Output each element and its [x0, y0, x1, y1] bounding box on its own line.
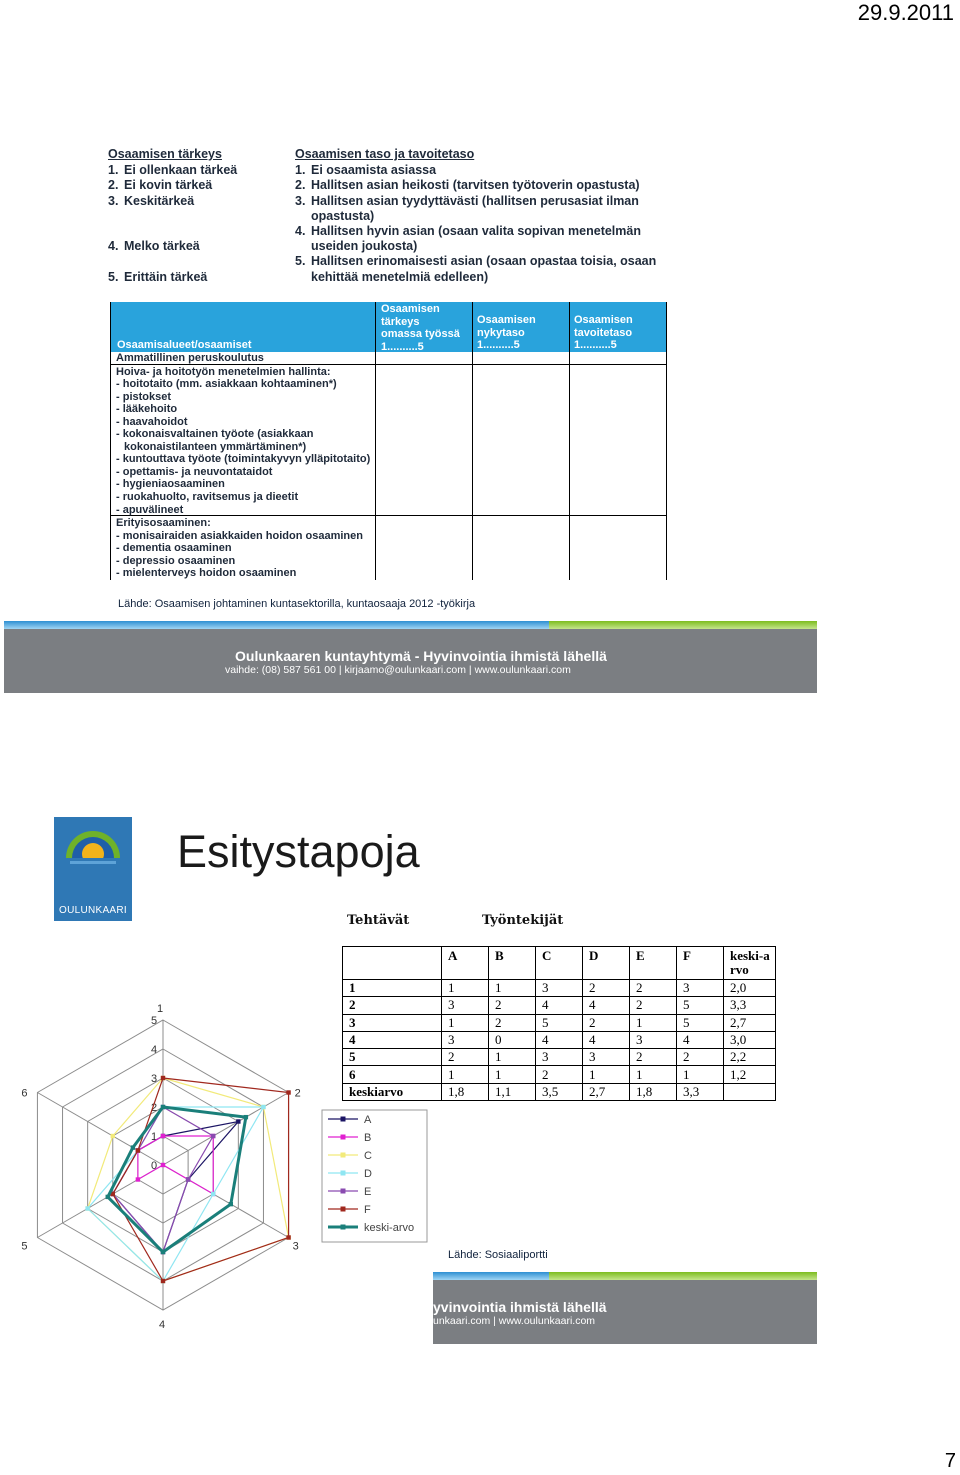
table-cell: 1,8 [630, 1083, 677, 1100]
row-label: keskiarvo [343, 1083, 442, 1100]
table-cell: 4 [536, 997, 583, 1014]
row-label: 2 [343, 997, 442, 1014]
radar-axis-label: 2 [294, 1087, 301, 1100]
table-corner-cell [343, 947, 442, 980]
legend-marker [341, 1207, 346, 1212]
importance-item: 2. Ei kovin tärkeä [108, 178, 213, 193]
radar-point [136, 1177, 140, 1181]
header-current-level: Osaamisen nykytaso 1..........5 [477, 314, 536, 351]
list-item: - kuntouttava työote (toimintakyvyn ylläpitotaito) [116, 453, 371, 466]
radar-axis [163, 1093, 289, 1166]
table-cell: 2 [489, 997, 536, 1014]
radar-scale-label: 3 [151, 1073, 158, 1085]
importance-scale [108, 147, 288, 285]
table-header-row [343, 947, 776, 980]
table-cell: 2,7 [724, 1014, 776, 1031]
radar-point [186, 1177, 190, 1181]
page-number: 7 [944, 1450, 956, 1472]
radar-point [161, 1105, 165, 1109]
table-cell: 1 [489, 980, 536, 997]
level-item: 1. Ei osaamista asiassa [295, 163, 437, 178]
table-cell: 5 [536, 1014, 583, 1031]
table-cell: 3,3 [677, 1083, 724, 1100]
row-label: 1 [343, 980, 442, 997]
radar-point [211, 1134, 215, 1138]
radar-scale-label: 2 [151, 1102, 158, 1114]
row-label: 6 [343, 1066, 442, 1083]
banner-stripe-blue [433, 1272, 549, 1280]
table-cell: 2 [630, 980, 677, 997]
legend-label: F [364, 1204, 371, 1216]
column-divider [569, 302, 570, 580]
list-item: - kokonaisvaltainen työote (asiakkaan [116, 428, 314, 441]
column-header: E [630, 947, 677, 980]
table-cell: 1,8 [442, 1083, 489, 1100]
radar-scale-label: 0 [151, 1160, 158, 1172]
label-employees: Työntekijät [482, 913, 564, 928]
table-cell: 3 [630, 1031, 677, 1048]
table-cell: 3,5 [536, 1083, 583, 1100]
radar-scale-label: 5 [151, 1015, 158, 1027]
list-item: - lääkehoito [116, 403, 178, 416]
level-item: 2. Hallitsen asian heikosti (tarvitsen työtoverin opastusta) [295, 178, 640, 193]
radar-series-line [138, 1136, 213, 1194]
column-header: B [489, 947, 536, 980]
list-item: - hoitotaito (mm. asiakkaan kohtaaminen*) [116, 378, 337, 391]
logo-mark-icon [54, 817, 132, 901]
radar-point [161, 1250, 165, 1254]
table-cell: 2,7 [583, 1083, 630, 1100]
table-cell: 3 [442, 997, 489, 1014]
table-cell: 1 [442, 1066, 489, 1083]
banner-contact: vaihde: (08) 587 561 00 | kirjaamo@oulunkaari.com | www.oulunkaari.com [225, 664, 571, 676]
banner-stripe-blue [4, 621, 549, 629]
radar-axis-label: 3 [292, 1240, 299, 1253]
radar-point [131, 1145, 135, 1149]
radar-legend [322, 1110, 427, 1242]
radar-point [161, 1076, 165, 1080]
group-title: Hoiva- ja hoitotyön menetelmien hallinta: [116, 365, 331, 378]
legend-label: D [364, 1168, 372, 1180]
banner-org-name: Oulunkaaren kuntayhtymä - Hyvinvointia ihmistä lähellä [235, 648, 607, 664]
importance-item: 3. Keskitärkeä [108, 193, 195, 208]
source-note: Lähde: Osaamisen johtaminen kuntasektorilla, kuntaosaaja 2012 -työkirja [118, 598, 476, 610]
table-cell: 1,2 [724, 1066, 776, 1083]
banner-contact: unkaari.com | www.oulunkaari.com [433, 1315, 596, 1327]
list-item: - haavahoidot [116, 415, 188, 428]
radar-axis-label: 5 [21, 1240, 28, 1253]
table-cell: 2 [630, 1049, 677, 1066]
table-cell: 1 [442, 1014, 489, 1031]
column-header: D [583, 947, 630, 980]
table-cell: 4 [677, 1031, 724, 1048]
importance-scale-title: Osaamisen tärkeys [108, 147, 222, 161]
label-tasks: Tehtävät [347, 913, 410, 928]
table-row [343, 980, 776, 997]
list-item: - dementia osaaminen [116, 542, 232, 555]
table-cell: 3 [536, 980, 583, 997]
importance-item: 1. Ei ollenkaan tärkeä [108, 163, 238, 178]
legend-marker [341, 1171, 346, 1176]
legend-label: A [364, 1114, 372, 1126]
table-cell: 3,3 [724, 997, 776, 1014]
column-header: F [677, 947, 724, 980]
table-cell: 3 [536, 1049, 583, 1066]
banner-stripe-green [549, 1272, 817, 1280]
level-item: 5. Hallitsen erinomaisesti asian (osaan opastaa toisia, osaan kehittää menetelmiä edelleen) [295, 254, 657, 284]
radar-point [261, 1105, 265, 1109]
row-label: 3 [343, 1014, 442, 1031]
radar-point [85, 1206, 89, 1210]
table-cell: 1 [489, 1066, 536, 1083]
table-cell: 1 [489, 1049, 536, 1066]
radar-point [286, 1090, 290, 1094]
table-cell [724, 1083, 776, 1100]
radar-point [236, 1119, 240, 1123]
radar-axis-label: 6 [21, 1087, 28, 1100]
table-cell: 4 [583, 997, 630, 1014]
table-cell: 3 [442, 1031, 489, 1048]
logo-text: OULUNKAARI [58, 905, 127, 916]
row-label: 4 [343, 1031, 442, 1048]
importance-item: 5. Erittäin tärkeä [108, 269, 208, 284]
legend-marker [341, 1225, 346, 1230]
banner-tagline: yvinvointia ihmistä lähellä [433, 1299, 607, 1315]
list-item: - ruokahuolto, ravitsemus ja dieetit [116, 491, 299, 504]
level-item: 3. Hallitsen asian tyydyttävästi (hallitsen perusasiat ilman opastusta) [295, 193, 639, 223]
table-cell: 1 [630, 1066, 677, 1083]
header-target-level: Osaamisen tavoitetaso 1..........5 [574, 314, 633, 351]
table-cell: 1 [442, 980, 489, 997]
competence-form-table [110, 302, 667, 580]
list-item: - depressio osaaminen [116, 554, 236, 567]
list-item: - mielenterveys hoidon osaaminen [116, 567, 297, 580]
header-competence-areas: Osaamisalueet/osaamiset [117, 339, 252, 351]
oulunkaari-logo [54, 817, 132, 921]
legend-marker [341, 1117, 346, 1122]
list-item: - pistokset [116, 390, 172, 403]
table-cell: 5 [677, 1014, 724, 1031]
footer-banner-2 [433, 1272, 817, 1344]
column-divider [472, 302, 473, 580]
table-cell: 1 [677, 1066, 724, 1083]
radar-point [161, 1163, 165, 1167]
table-cell: 2 [630, 997, 677, 1014]
level-scale-title: Osaamisen taso ja tavoitetaso [295, 147, 475, 161]
radar-chart [0, 1003, 440, 1345]
table-cell: 0 [489, 1031, 536, 1048]
list-item: kokonaistilanteen ymmärtäminen*) [124, 440, 307, 453]
table-cell: 2 [442, 1049, 489, 1066]
radar-point [161, 1279, 165, 1283]
level-item: 4. Hallitsen hyvin asian (osaan valita sopivan menetelmän useiden joukosta) [295, 224, 641, 254]
radar-point [136, 1148, 140, 1152]
table-cell: 2 [583, 980, 630, 997]
importance-item: 4. Melko tärkeä [108, 239, 200, 254]
radar-point [229, 1202, 233, 1206]
table-cell: 5 [677, 997, 724, 1014]
table-cell: 4 [536, 1031, 583, 1048]
radar-point [106, 1195, 110, 1199]
radar-point [286, 1235, 290, 1239]
table-cell: 1 [630, 1014, 677, 1031]
table-cell: 2 [677, 1049, 724, 1066]
table-cell: 3 [677, 980, 724, 997]
legend-label: C [364, 1150, 372, 1162]
legend-label: B [364, 1132, 372, 1144]
list-item: - monisairaiden asiakkaiden hoidon osaaminen [116, 529, 363, 542]
section-title: Ammatillinen peruskoulutus [116, 352, 264, 364]
list-item: - opettamis- ja neuvontataidot [116, 465, 273, 478]
legend-marker [341, 1135, 346, 1140]
radar-axis-label: 1 [157, 1003, 164, 1015]
table-cell: 2 [583, 1014, 630, 1031]
table-cell: 2,0 [724, 980, 776, 997]
source-note-2: Lähde: Sosiaaliportti [448, 1249, 548, 1261]
column-header: A [442, 947, 489, 980]
radar-point [211, 1192, 215, 1196]
list-item: - hygieniaosaaminen [116, 478, 225, 491]
level-scale [295, 147, 670, 285]
table-cell: 2 [489, 1014, 536, 1031]
legend-label: E [364, 1186, 372, 1198]
radar-scale-label: 1 [151, 1131, 158, 1143]
table-cell: 3 [583, 1049, 630, 1066]
footer-banner [4, 621, 817, 693]
legend-marker [341, 1189, 346, 1194]
legend-label: keski-arvo [364, 1222, 415, 1234]
radar-axis [37, 1093, 163, 1166]
row-label: 5 [343, 1049, 442, 1066]
form-table-header [111, 302, 666, 352]
table-cell: 3,0 [724, 1031, 776, 1048]
banner-stripe-green [549, 621, 817, 629]
radar-scale-label: 4 [151, 1044, 158, 1056]
table-cell: 4 [583, 1031, 630, 1048]
legend-marker [341, 1153, 346, 1158]
slide-title: Esitystapoja [177, 826, 420, 877]
radar-series [85, 1076, 290, 1283]
form-table-body [111, 352, 376, 580]
radar-point [111, 1134, 115, 1138]
group-title: Erityisosaaminen: [116, 517, 211, 530]
radar-point [244, 1115, 248, 1119]
radar-axis-label: 4 [159, 1319, 166, 1331]
column-header: keski-arvo [724, 947, 776, 980]
slide-date: 29.9.2011 [857, 0, 954, 25]
header-importance: Osaamisen tärkeys omassa työssä 1..........5 [381, 303, 460, 353]
table-cell: 2 [536, 1066, 583, 1083]
table-cell: 1 [583, 1066, 630, 1083]
list-item: - apuvälineet [116, 503, 184, 516]
table-cell: 2,2 [724, 1049, 776, 1066]
radar-point [161, 1134, 165, 1138]
table-cell: 1,1 [489, 1083, 536, 1100]
column-header: C [536, 947, 583, 980]
